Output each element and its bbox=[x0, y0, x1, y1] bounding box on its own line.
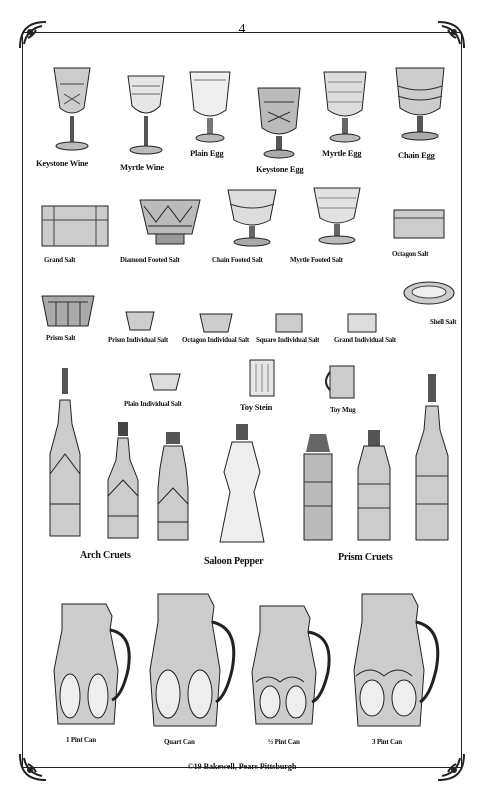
label-arch-cruets: Arch Cruets bbox=[80, 550, 131, 561]
label-prism-cruets: Prism Cruets bbox=[338, 552, 393, 563]
keystone-wine-glass bbox=[50, 64, 94, 154]
half-pint-can bbox=[250, 602, 338, 728]
label-square-individual-salt: Square Individual Salt bbox=[256, 336, 320, 344]
label-plain-egg: Plain Egg bbox=[190, 148, 224, 158]
label-prism-salt: Prism Salt bbox=[46, 334, 76, 342]
plain-individual-salt bbox=[148, 372, 182, 392]
chain-egg-glass bbox=[394, 64, 446, 144]
label-toy-stein: Toy Stein bbox=[240, 402, 273, 412]
myrtle-egg-glass bbox=[322, 68, 368, 146]
three-pint-can bbox=[350, 590, 446, 730]
label-keystone-wine: Keystone Wine bbox=[36, 158, 89, 168]
label-pint-can: 1 Pint Can bbox=[66, 736, 96, 744]
label-quart-can: Quart Can bbox=[164, 738, 195, 746]
quart-can bbox=[146, 590, 242, 730]
label-saloon-pepper: Saloon Pepper bbox=[204, 556, 264, 567]
page-number: 4 bbox=[238, 22, 246, 37]
prism-cruet-1 bbox=[298, 432, 338, 544]
arch-cruet-3 bbox=[154, 428, 192, 544]
myrtle-footed-salt bbox=[312, 184, 362, 246]
myrtle-wine-glass bbox=[124, 72, 168, 158]
label-keystone-egg: Keystone Egg bbox=[256, 164, 304, 174]
label-grand-salt: Grand Salt bbox=[44, 256, 76, 264]
saloon-pepper bbox=[214, 422, 270, 548]
shell-salt bbox=[402, 280, 456, 306]
grand-salt bbox=[40, 202, 110, 250]
label-chain-footed-salt: Chain Footed Salt bbox=[212, 256, 263, 264]
label-myrtle-footed-salt: Myrtle Footed Salt bbox=[290, 256, 343, 264]
label-myrtle-egg: Myrtle Egg bbox=[322, 148, 362, 158]
arch-cruet-1 bbox=[46, 364, 84, 542]
prism-cruet-2 bbox=[354, 428, 394, 544]
label-octagon-individual-salt: Octagon Individual Salt bbox=[182, 336, 249, 344]
label-plain-individual-salt: Plain Individual Salt bbox=[124, 400, 182, 408]
octagon-individual-salt bbox=[198, 312, 234, 334]
label-grand-individual-salt: Grand Individual Salt bbox=[334, 336, 396, 344]
arch-cruet-2 bbox=[104, 420, 142, 542]
plain-egg-glass bbox=[188, 68, 232, 146]
label-myrtle-wine: Myrtle Wine bbox=[120, 162, 164, 172]
label-three-pint-can: 3 Pint Can bbox=[372, 738, 402, 746]
chain-footed-salt bbox=[226, 186, 278, 248]
octagon-salt bbox=[392, 206, 446, 242]
keystone-egg-glass bbox=[256, 84, 302, 162]
label-octagon-salt: Octagon Salt bbox=[392, 250, 429, 258]
toy-stein bbox=[248, 358, 276, 398]
label-toy-mug: Toy Mug bbox=[330, 406, 356, 414]
grand-individual-salt bbox=[346, 312, 378, 334]
label-prism-individual-salt: Prism Individual Salt bbox=[108, 336, 168, 344]
prism-individual-salt bbox=[124, 310, 156, 332]
page-footer: ©19 Bakewell, Pears Pittsburgh bbox=[187, 762, 297, 771]
diamond-footed-salt bbox=[138, 196, 202, 248]
prism-salt bbox=[38, 292, 98, 330]
prism-cruet-3 bbox=[412, 372, 452, 544]
label-half-pint-can: ½ Pint Can bbox=[268, 738, 300, 746]
pint-can bbox=[52, 600, 136, 728]
label-diamond-footed-salt: Diamond Footed Salt bbox=[120, 256, 180, 264]
toy-mug bbox=[322, 362, 362, 402]
label-chain-egg: Chain Egg bbox=[398, 150, 435, 160]
square-individual-salt bbox=[274, 312, 304, 334]
label-shell-salt: Shell Salt bbox=[430, 318, 457, 326]
